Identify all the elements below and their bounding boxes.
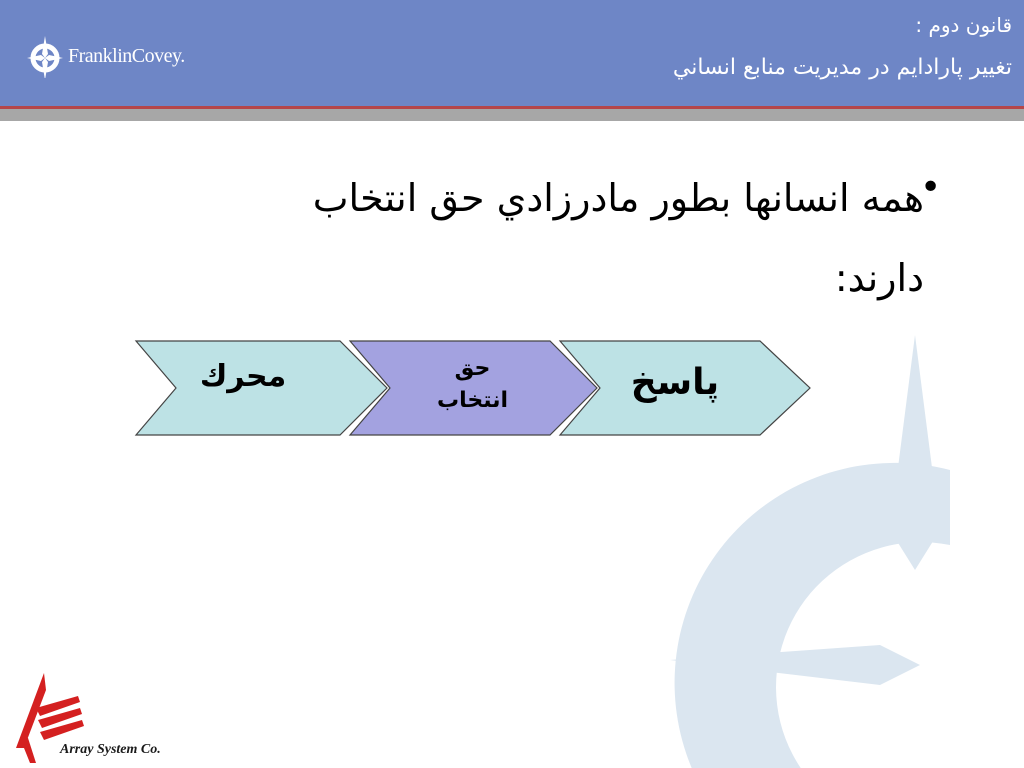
bullet-line-2: دارند:	[834, 256, 924, 300]
bullet-text	[164, 158, 924, 318]
header-divider-gray	[0, 109, 1024, 121]
title-line-2: تغيير پارادايم در مديريت منابع انساني	[672, 55, 1012, 80]
chevron-label-choice: حق انتخاب	[436, 356, 508, 413]
compass-icon	[26, 34, 64, 78]
process-diagram	[130, 335, 820, 445]
footer-company-name: Array System Co.	[60, 742, 161, 757]
title-line-1: قانون دوم :	[915, 13, 1012, 37]
chevron-label-stimulus: محرك	[199, 359, 287, 394]
bullet-icon: •	[920, 167, 942, 208]
chevron-label-response: پاسخ	[630, 362, 720, 403]
franklincovey-logo	[26, 34, 185, 78]
logo-text: FranklinCovey.	[68, 44, 185, 67]
slide-title	[673, 8, 1012, 86]
bullet-line-1: همه انسانها بطور مادرزادي حق انتخاب	[312, 176, 924, 220]
